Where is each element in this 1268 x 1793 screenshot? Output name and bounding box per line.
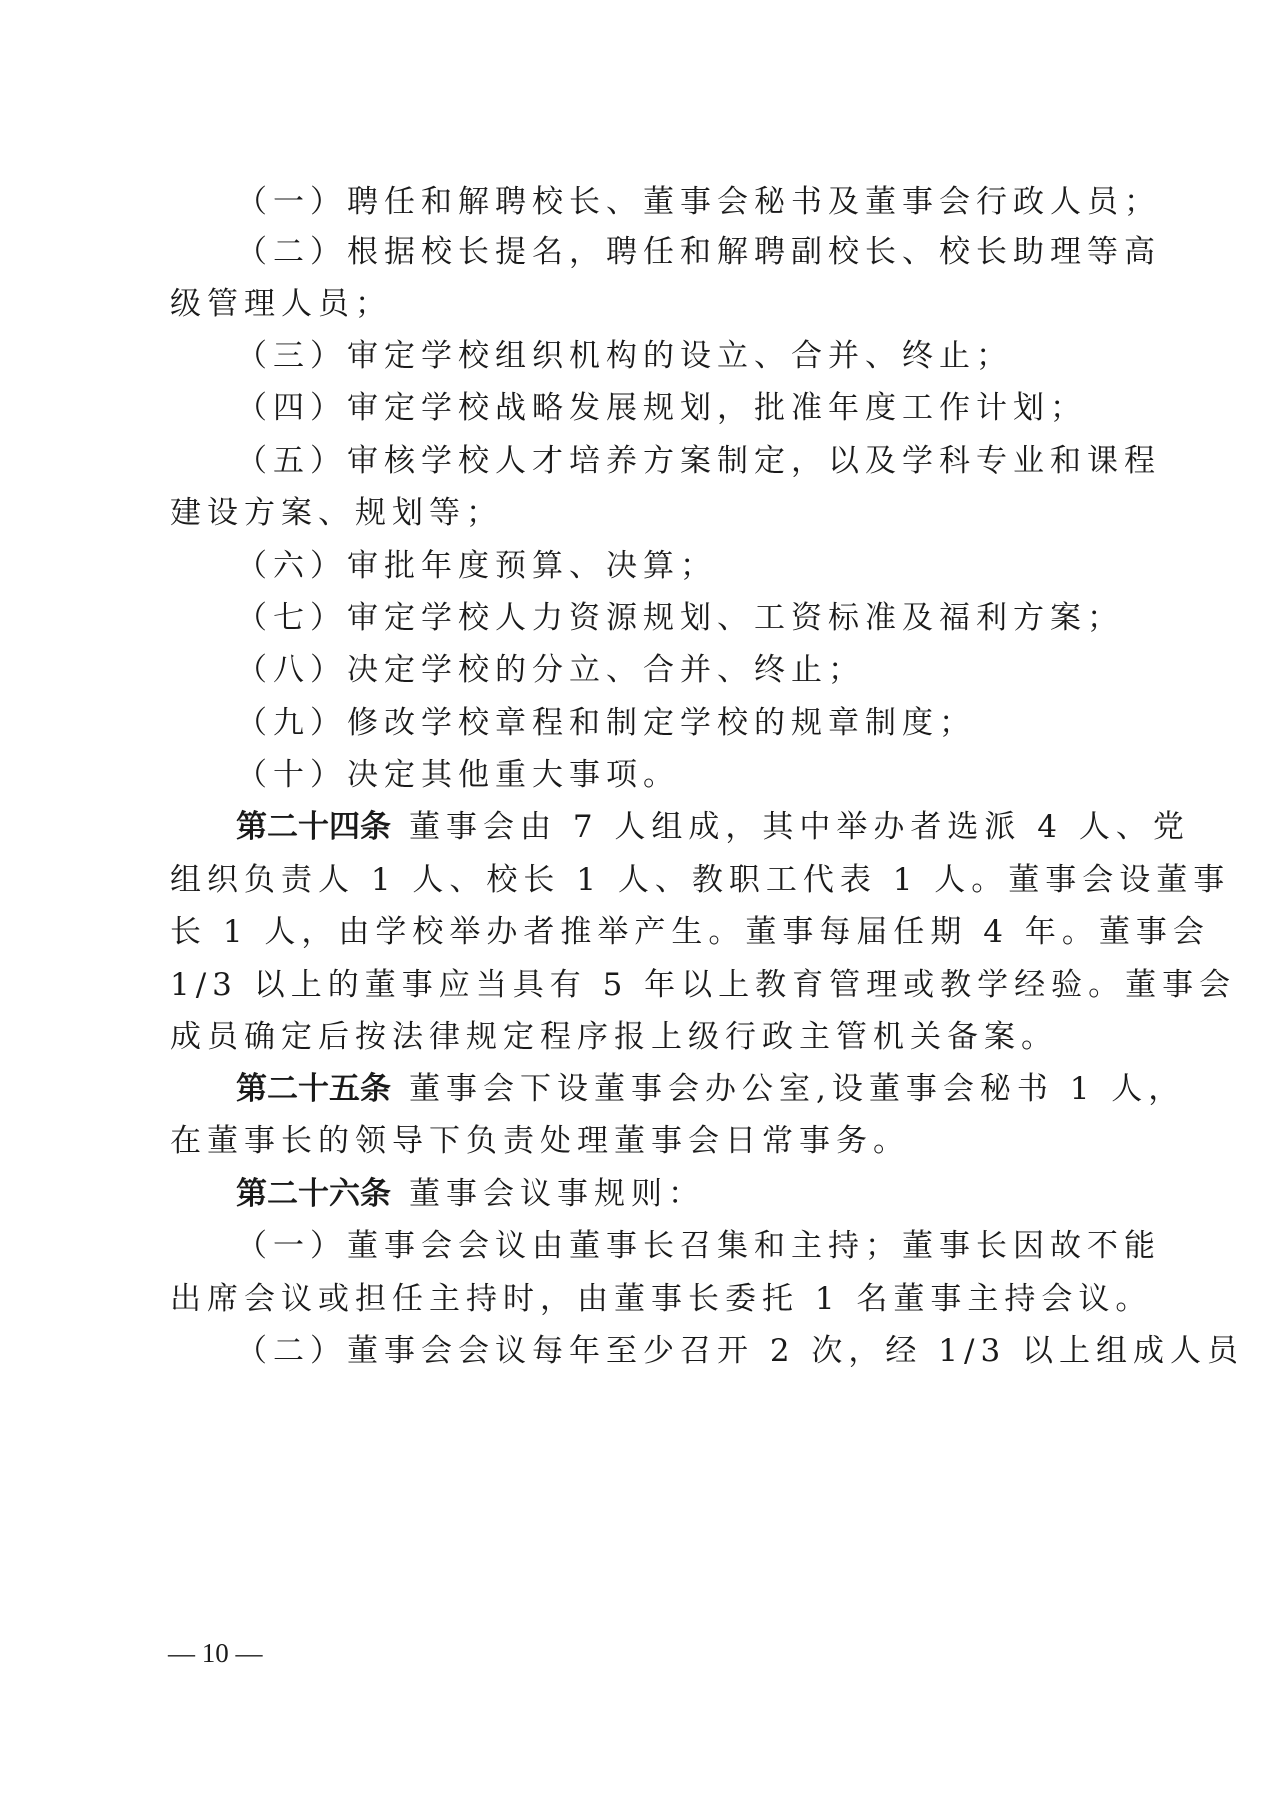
- paragraph-line: 组织负责人 1 人、校长 1 人、教职工代表 1 人。董事会设董事: [170, 862, 1231, 898]
- article-26-heading: 第二十六条: [236, 1176, 391, 1212]
- article-26-line: [236, 1174, 1100, 1214]
- paragraph-line: 出席会议或担任主持时，由董事长委托 1 名董事主持会议。: [170, 1281, 1153, 1317]
- paragraph-line: 级管理人员；: [170, 286, 392, 322]
- paragraph-line: （一）聘任和解聘校长、董事会秘书及董事会行政人员；: [236, 184, 1161, 220]
- paragraph-line: （八）决定学校的分立、合并、终止；: [236, 652, 865, 688]
- paragraph-line: 成员确定后按法律规定程序报上级行政主管机关备案。: [170, 1019, 1058, 1055]
- article-25-text: 董事会下设董事会办公室,设董事会秘书 1 人，: [409, 1071, 1186, 1107]
- paragraph-line: （十）决定其他重大事项。: [236, 757, 680, 793]
- paragraph-line: 在董事长的领导下负责处理董事会日常事务。: [170, 1123, 910, 1159]
- paragraph-line: （五）审核学校人才培养方案制定，以及学科专业和课程: [236, 443, 1161, 479]
- paragraph-line: （六）审批年度预算、决算；: [236, 548, 717, 584]
- article-25-heading: 第二十五条: [236, 1071, 391, 1107]
- paragraph-line: （四）审定学校战略发展规划，批准年度工作计划；: [236, 390, 1087, 426]
- paragraph-line: 长 1 人，由学校举办者推举产生。董事每届任期 4 年。董事会: [170, 914, 1210, 950]
- article-25-line: [236, 1069, 1186, 1109]
- paragraph-line: （三）审定学校组织机构的设立、合并、终止；: [236, 338, 1013, 374]
- article-24-line: [236, 807, 1190, 847]
- article-24-heading: 第二十四条: [236, 809, 391, 845]
- article-24-text: 董事会由 7 人组成，其中举办者选派 4 人、党: [409, 809, 1190, 845]
- article-26-text: 董事会议事规则：: [409, 1176, 705, 1212]
- paragraph-line: 1/3 以上的董事应当具有 5 年以上教育管理或教学经验。董事会: [170, 967, 1237, 1003]
- page-number: — 10 —: [168, 1638, 263, 1668]
- paragraph-line: （二）根据校长提名，聘任和解聘副校长、校长助理等高: [236, 234, 1161, 270]
- paragraph-line: （一）董事会会议由董事长召集和主持；董事长因故不能: [236, 1228, 1161, 1264]
- paragraph-line: （二）董事会会议每年至少召开 2 次，经 1/3 以上组成人员: [236, 1333, 1245, 1369]
- paragraph-line: （七）审定学校人力资源规划、工资标准及福利方案；: [236, 600, 1124, 636]
- paragraph-line: 建设方案、规划等；: [170, 495, 503, 531]
- paragraph-line: （九）修改学校章程和制定学校的规章制度；: [236, 705, 976, 741]
